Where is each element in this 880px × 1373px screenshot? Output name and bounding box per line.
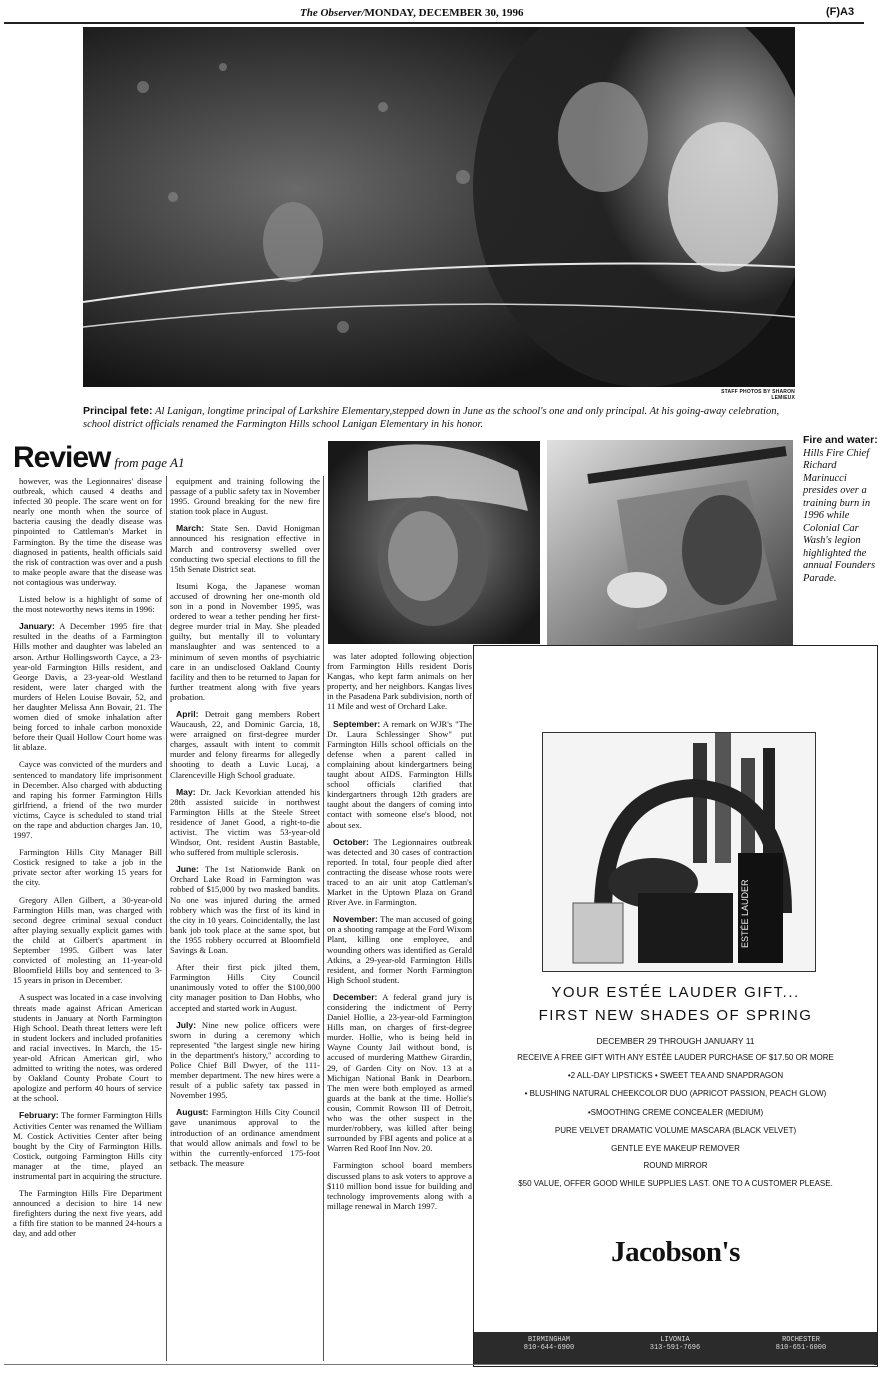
headline: Review xyxy=(13,441,111,474)
side-caption-text: Hills Fire Chief Richard Marinucci presides over a training burn in 1996 while Colonial Car Wash's legion highlighted the annual Founders Parade. xyxy=(803,447,876,584)
article-column-3 xyxy=(327,651,472,1366)
article-column-2 xyxy=(170,476,320,1366)
paragraph-text: The Farmington Hills Fire Department announced a decision to hire 14 new firefighters during the next five years, add a fifth fire station to be manned 24-hours a day, and add other xyxy=(13,1188,162,1239)
side-photo-caption xyxy=(803,434,878,585)
article-paragraph xyxy=(170,476,320,516)
ad-item-6: ROUND MIRROR xyxy=(643,1161,708,1170)
paragraph-lead: March: xyxy=(176,523,205,534)
article-column-1 xyxy=(13,476,162,1366)
paragraph-text: The 1st Nationwide Bank on Orchard Lake Road in Farmington was robbed of $15,000 by two masked bandits. No one was injured during the armed robbery which was the first of its kind in the city in 10 years. Coincidentally, the last bank job took place at the same spot, but the 1955 robbery occurred at Bloomfield Savings & Loan. xyxy=(170,864,320,956)
article-paragraph xyxy=(170,864,320,955)
ad-headline-1: YOUR ESTÉE LAUDER GIFT... xyxy=(551,984,800,1001)
store-livonia xyxy=(620,1336,730,1352)
masthead xyxy=(300,7,523,19)
store-rochester xyxy=(746,1336,856,1352)
paragraph-lead: September: xyxy=(333,718,381,729)
article-paragraph xyxy=(13,621,162,752)
ad-dates: DECEMBER 29 THROUGH JANUARY 11 xyxy=(596,1036,755,1046)
paragraph-text: Gregory Allen Gilbert, a 30-year-old Farmington Hills man, was charged with second degree criminal sexual conduct after playing sexually explicit games with the child at Gilbert's apartment in September 1995. Gilbert was later convicted of molesting an 11-year-old Bloomfield Hills boy and sentenced to 3-15 years in prison in December. xyxy=(13,894,162,986)
paragraph-text: equipment and training following the passage of a public safety tax in November 1995. Ground breaking for the new fire station took place in August. xyxy=(170,476,320,517)
paragraph-text: Cayce was convicted of the murders and sentenced to mandatory life imprisonment in December. Also charged with abducting and raping his former Farmington Hills girlfriend, a friend of the two murder victims, Cayce is scheduled to stand trial on the rape and abduction charges Jan. 10, 1997. xyxy=(13,759,162,841)
paragraph-lead: November: xyxy=(333,914,378,925)
paragraph-text: After their first pick jilted them, Farmington Hills City Council unanimously voted to offer the $100,000 city manager position to Dan Hobbs, who accepted and started work in August. xyxy=(170,962,320,1013)
paragraph-text: A federal grand jury is considering the indictment of Perry Daniel Hollie, a 23-year-old Farmington Hills man, on charges of first-degree murder. Hollie, who is being held in Wayne County Jail without bond, is accused of murdering Matthew Girardin, 29, of Garden City on Nov. 13 at a Michigan National Bank in Dearborn. The men were both employed as armed guards at the bank at the time. Hollie's cousin, Commit Rowson III of Detroit, who was the other suspect in the murder/robbery, was killed after being surrounded by FBI agents and police at a Warren Red Roof Inn Nov. 20. xyxy=(327,991,472,1154)
paragraph-lead: May: xyxy=(176,786,196,797)
paragraph-lead: June: xyxy=(176,864,199,875)
paragraph-lead: July: xyxy=(176,1019,197,1030)
paragraph-text: The Legionnaires outbreak was detected and 30 cases of contraction reported. In total, four people died after contracting the disease whose roots were traced to an air unit atop Cattleman's Market in the Uptown Plaza on Grand River Ave. in Farmington. xyxy=(327,836,472,908)
store-birmingham xyxy=(494,1336,604,1352)
caption-lead: Principal fete: xyxy=(83,405,153,417)
column-rule xyxy=(166,476,167,1361)
estee-lauder-ad xyxy=(473,645,878,1367)
article-paragraph xyxy=(327,914,472,985)
product-label: ESTÉE LAUDER xyxy=(740,879,750,948)
fire-chief-photo xyxy=(328,441,540,644)
article-paragraph xyxy=(13,1110,162,1181)
article-paragraph xyxy=(327,992,472,1154)
article-paragraph xyxy=(170,523,320,573)
article-paragraph xyxy=(170,1020,320,1101)
paragraph-text: A suspect was located in a case involving threats made against African American students in January at North Farmington High School. Death threat letters were left in student lockers and included profanities and racial invectives. In March, the 15-year-old African American girl, who admitted to writing the notes, was ordered by Oakland County Probate Court to apologize and perform 40 hours of service at the school. xyxy=(13,992,162,1104)
paragraph-text: State Sen. David Honigman announced his resignation effective in March and controversy swelled over conducting two special elections to fill the 15th Senate District seat. xyxy=(170,523,320,574)
ad-item-3: •SMOOTHING CREME CONCEALER (MEDIUM) xyxy=(587,1108,764,1117)
store-city: BIRMINGHAM xyxy=(527,1336,570,1344)
article-paragraph xyxy=(13,476,162,587)
paragraph-text: Detroit gang members Robert Waucaush, 22, and Dominic Garcia, 18, were arraigned on first-degree murder charges, assault with intent to commit murder and felony firearms for allegedly shooting to death a Luvic Lucaj, a Clarenceville High School graduate. xyxy=(170,708,320,780)
side-caption-lead: Fire and water: xyxy=(803,434,878,446)
paragraph-text: A remark on WJR's "The Dr. Laura Schlessinger Show" put Farmington Hills school officials on the defense when a parent called in complaining about kindergartners being taught about AIDS. Farmington Hills school officials clarified that kindergartners through 12th graders are taught about the dangers of coming into contact with someone else's blood, not about sex. xyxy=(327,718,472,830)
paragraph-lead: October: xyxy=(333,836,369,847)
store-city: LIVONIA xyxy=(660,1336,690,1344)
paragraph-text: Dr. Jack Kevorkian attended his 28th assisted suicide in northwest Farmington Hills at the Steele Street residence of Janet Good, a right-to-die activist. The victim was 53-year-old Windsor, Ont. resident Austin Bastable, who suffered from multiple sclerosis. xyxy=(170,786,320,858)
header-rule xyxy=(4,22,864,24)
jump-line: from page A1 xyxy=(114,455,185,470)
ad-headline-2: FIRST NEW SHADES OF SPRING xyxy=(538,1007,813,1024)
store-phone: 810-651-6000 xyxy=(775,1344,827,1352)
paragraph-text: A December 1995 fire that resulted in the deaths of a Farmington Hills mother and daughter was labeled an arson. Arthur Hollingsworth Cayce, a 23-year-old Farmington Hills resident, and George Davis, a 23-year-old Westland resident, were later charged with the murders of Helen Louise Bovair, 52, and her daughter Melissa Ann Bovair, 21. The women died of smoke inhalation after being forced to inhale carbon monoxide before their Quail Hollow Court home was lit ablaze. xyxy=(13,621,162,753)
paragraph-text: was later adopted following objection from Farmington Hills resident Doris Kangas, who kept farm animals on her property, and her neighbors. Kangas lives in the Pasadena Park subdivision, north of 11 Mile and west of Orchard Lake. xyxy=(327,651,472,712)
principal-photo-caption xyxy=(83,405,798,431)
article-paragraph xyxy=(170,709,320,780)
ad-offer: RECEIVE A FREE GIFT WITH ANY ESTÉE LAUDER PURCHASE OF $17.50 OR MORE xyxy=(517,1053,834,1062)
principal-photo xyxy=(83,27,795,387)
paragraph-text: Farmington Hills City Manager Bill Costick resigned to take a job in the private sector after working 15 years for the city. xyxy=(13,847,162,888)
article-paragraph xyxy=(13,759,162,840)
paragraph-lead: January: xyxy=(19,621,55,632)
store-city: ROCHESTER xyxy=(782,1336,820,1344)
paragraph-lead: August: xyxy=(176,1107,209,1118)
article-paragraph xyxy=(13,992,162,1103)
principal-photo-art xyxy=(83,27,795,387)
ad-item-2: • BLUSHING NATURAL CHEEKCOLOR DUO (APRICOT PASSION, PEACH GLOW) xyxy=(524,1089,827,1098)
article-paragraph xyxy=(327,719,472,830)
article-paragraph xyxy=(170,962,320,1012)
photo-credit: STAFF PHOTOS BY SHARON LEMIEUX xyxy=(721,389,795,401)
column-rule xyxy=(323,476,324,1361)
store-phone: 313-591-7696 xyxy=(649,1344,701,1352)
article-paragraph xyxy=(170,581,320,702)
article-paragraph xyxy=(13,895,162,986)
paragraph-text: Nine new police officers were sworn in during a ceremony which represented "the largest single new hiring in the department's history," according to Police Chief Bill Dwyer, of the 111-member department. The new hires were a result of a public safety tax passed in November 1995. xyxy=(170,1019,320,1101)
paragraph-lead: December: xyxy=(333,991,378,1002)
store-phone: 810-644-6900 xyxy=(523,1344,575,1352)
article-paragraph xyxy=(170,787,320,858)
page-number: (F)A3 xyxy=(826,6,855,18)
ad-value-note: $50 VALUE, OFFER GOOD WHILE SUPPLIES LAST. ONE TO A CUSTOMER PLEASE. xyxy=(518,1179,833,1188)
ad-product-photo xyxy=(542,732,816,972)
paragraph-text: Farmington school board members discussed plans to ask voters to approve a $110 million bond issue for building and technology improvements along with a millage renewal in March 1997. xyxy=(327,1160,472,1211)
paragraph-text: however, was the Legionnaires' disease outbreak, which caused 4 deaths and infected 30 people. The scare went on for nearly one month when the source of bacteria causing the deadly disease was pinpointed to Cattleman's Market in Farmington. By the time the disease was diagnosed in patients, health officials said the risk of contraction was over and a push to make people aware that the disease was not contagious was underway. xyxy=(13,476,162,587)
car-wash-photo-art xyxy=(547,440,793,645)
paragraph-lead: February: xyxy=(19,1110,59,1121)
caption-text: Al Lanigan, longtime principal of Larkshire Elementary,stepped down in June as the school's one and only principal. At his going-away celebration, school district officials renamed the Farmington Hills school Lanigan Elementary in his honor. xyxy=(83,406,780,430)
article-paragraph xyxy=(170,1107,320,1168)
paragraph-text: Listed below is a highlight of some of the most noteworthy news items in 1996: xyxy=(13,594,162,615)
dateline: MONDAY, DECEMBER 30, 1996 xyxy=(364,7,524,19)
paragraph-text: Itsumi Koga, the Japanese woman accused of drowning her one-month old son in a pond in November 1995, was ordered to wear a tether pending her first-degree murder trial in May. She pleaded guilty, but mentally ill to voluntary manslaughter and was sentenced to a minimum of seven months of psychiatric care in an undisclosed Oakland County facility and then to be returned to Japan for further treatment along with five years probation. xyxy=(170,580,320,702)
article-paragraph xyxy=(13,847,162,887)
article-paragraph xyxy=(327,651,472,712)
article-paragraph xyxy=(13,1188,162,1238)
page-header xyxy=(0,6,880,22)
ad-item-4: PURE VELVET DRAMATIC VOLUME MASCARA (BLACK VELVET) xyxy=(554,1126,797,1135)
bottom-rule xyxy=(4,1364,874,1365)
car-wash-photo xyxy=(547,440,793,645)
article-paragraph xyxy=(13,594,162,614)
ad-product-art xyxy=(543,733,815,971)
masthead-name: The Observer/ xyxy=(300,7,365,19)
ad-item-1: •2 ALL-DAY LIPSTICKS • SWEET TEA AND SNAPDRAGON xyxy=(567,1071,784,1080)
article-paragraph xyxy=(327,1160,472,1210)
ad-item-5: GENTLE EYE MAKEUP REMOVER xyxy=(611,1144,740,1153)
fire-chief-photo-art xyxy=(328,441,540,644)
paragraph-text: The former Farmington Hills Activities Center was renamed the William M. Costick Activities Center after being bought by the City of Farmington Hills. Costick, outgoing Farmington Hills city manager at the time, played an instrumental part in acquiring the structure. xyxy=(13,1110,162,1181)
jacobsons-logo: Jacobson's xyxy=(611,1236,740,1268)
store-locations xyxy=(474,1332,877,1365)
paragraph-text: The man accused of going on a shooting rampage at the Ford Wixom Plant, killing one employee, and wounding others was identified as Gerald Atkins, a 29-year-old Farmington Hills resident, and former North Farmington High School student. xyxy=(327,914,472,985)
paragraph-text: Farmington Hills City Council gave unanimous approval to the introduction of an ordinance amendment that would allow animals and fowl to be within the currently-enforced 175-foot setback. The measure xyxy=(170,1107,320,1168)
article-paragraph xyxy=(327,837,472,908)
paragraph-lead: April: xyxy=(176,708,199,719)
review-headline xyxy=(13,443,313,473)
